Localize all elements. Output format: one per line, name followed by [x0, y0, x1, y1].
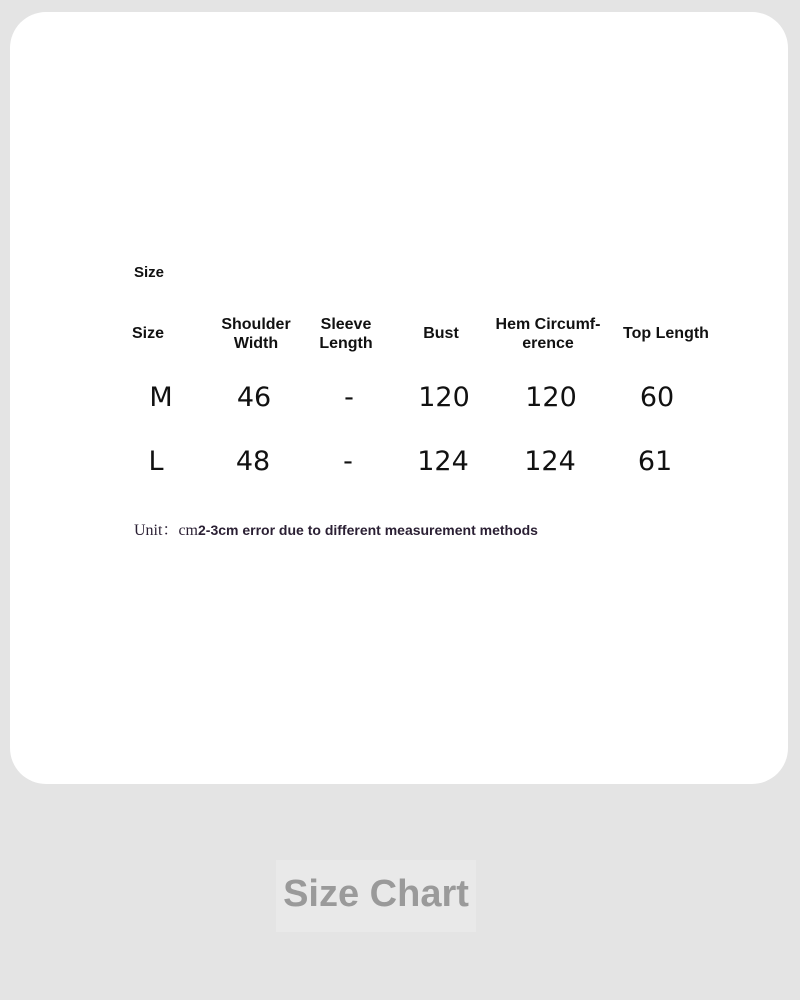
header-shoulder-width: Shoulder Width [221, 316, 291, 352]
header-hem-circumference: Hem Circumf- erence [495, 316, 601, 352]
header-sleeve-length: Sleeve Length [319, 316, 373, 352]
row-m-length: 60 [639, 382, 675, 413]
row-l-bust: 124 [417, 446, 469, 477]
table-title: Size [134, 264, 165, 281]
row-m-hem: 120 [525, 382, 577, 413]
header-top-length: Top Length [623, 325, 709, 342]
row-m-bust: 120 [418, 382, 470, 413]
row-m-size: M [149, 382, 173, 413]
row-l-length: 61 [637, 446, 673, 477]
header-bust: Bust [423, 325, 459, 342]
unit-label: Unit：cm [134, 522, 198, 539]
error-note: 2-3cm error due to different measurement methods [198, 522, 538, 538]
row-l-shoulder: 48 [235, 446, 271, 477]
row-l-sleeve: - [343, 446, 353, 477]
row-m-sleeve: - [344, 382, 354, 413]
header-size: Size [131, 325, 164, 342]
row-m-shoulder: 46 [236, 382, 272, 413]
measurement-note [134, 517, 538, 540]
size-chart-label: Size Chart [276, 860, 476, 932]
row-l-hem: 124 [524, 446, 576, 477]
row-l-size: L [148, 446, 164, 477]
